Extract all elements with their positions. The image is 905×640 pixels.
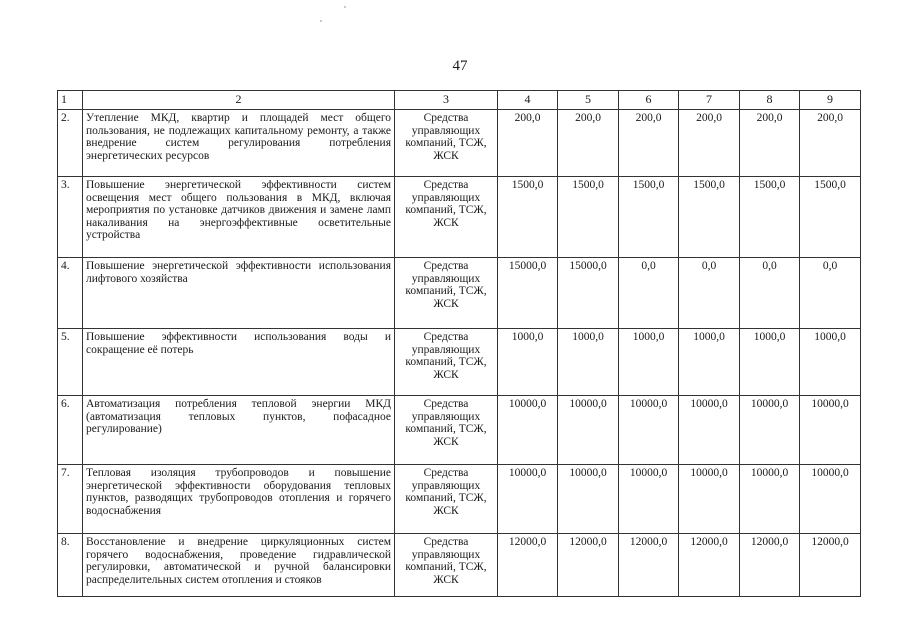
value-cell: 10000,0 <box>740 465 800 534</box>
value-cell: 10000,0 <box>619 396 679 465</box>
table-row <box>58 465 861 534</box>
measure-description: Повышение энергетической эффективности систем освещения мест общего пользования в МКД, включая мероприятия по установке датчиков движения и замене ламп накаливания на энергоэффективные осветительные устройства <box>83 177 395 258</box>
value-cell: 10000,0 <box>558 396 619 465</box>
scan-speck <box>344 6 346 8</box>
table-row <box>58 258 861 329</box>
value-cell: 12000,0 <box>558 534 619 597</box>
value-cell: 10000,0 <box>740 396 800 465</box>
value-cell: 0,0 <box>619 258 679 329</box>
value-cell: 10000,0 <box>619 465 679 534</box>
header-cell: 1 <box>58 91 83 110</box>
value-cell: 10000,0 <box>679 465 740 534</box>
table-row <box>58 534 861 597</box>
value-cell: 200,0 <box>800 110 861 177</box>
funding-source: Средства управляющих компаний, ТСЖ, ЖСК <box>395 258 498 329</box>
value-cell: 10000,0 <box>558 465 619 534</box>
value-cell: 1500,0 <box>679 177 740 258</box>
funding-source: Средства управляющих компаний, ТСЖ, ЖСК <box>395 465 498 534</box>
header-cell: 8 <box>740 91 800 110</box>
value-cell: 10000,0 <box>679 396 740 465</box>
header-cell: 4 <box>498 91 558 110</box>
value-cell: 0,0 <box>800 258 861 329</box>
value-cell: 1500,0 <box>619 177 679 258</box>
value-cell: 0,0 <box>679 258 740 329</box>
table-row <box>58 329 861 396</box>
measure-description: Автоматизация потребления тепловой энергии МКД (автоматизация тепловых пунктов, пофасадное регулирование) <box>83 396 395 465</box>
table-row <box>58 177 861 258</box>
table-header-row <box>58 91 861 110</box>
value-cell: 200,0 <box>619 110 679 177</box>
row-number: 3. <box>58 177 83 258</box>
header-cell: 6 <box>619 91 679 110</box>
measure-description: Тепловая изоляция трубопроводов и повышение энергетической эффективности оборудования тепловых пунктов, разводящих трубопроводов отопления и горячего водоснабжения <box>83 465 395 534</box>
funding-source: Средства управляющих компаний, ТСЖ, ЖСК <box>395 110 498 177</box>
value-cell: 15000,0 <box>498 258 558 329</box>
value-cell: 10000,0 <box>800 396 861 465</box>
value-cell: 1000,0 <box>619 329 679 396</box>
value-cell: 1500,0 <box>800 177 861 258</box>
value-cell: 12000,0 <box>498 534 558 597</box>
value-cell: 1000,0 <box>498 329 558 396</box>
value-cell: 200,0 <box>498 110 558 177</box>
value-cell: 12000,0 <box>800 534 861 597</box>
funding-source: Средства управляющих компаний, ТСЖ, ЖСК <box>395 177 498 258</box>
value-cell: 1000,0 <box>558 329 619 396</box>
value-cell: 12000,0 <box>679 534 740 597</box>
measures-table <box>57 90 861 597</box>
row-number: 2. <box>58 110 83 177</box>
row-number: 4. <box>58 258 83 329</box>
row-number: 6. <box>58 396 83 465</box>
value-cell: 15000,0 <box>558 258 619 329</box>
value-cell: 10000,0 <box>498 465 558 534</box>
row-number: 8. <box>58 534 83 597</box>
value-cell: 0,0 <box>740 258 800 329</box>
header-cell: 7 <box>679 91 740 110</box>
funding-source: Средства управляющих компаний, ТСЖ, ЖСК <box>395 329 498 396</box>
value-cell: 200,0 <box>740 110 800 177</box>
measure-description: Повышение энергетической эффективности использования лифтового хозяйства <box>83 258 395 329</box>
value-cell: 1500,0 <box>498 177 558 258</box>
header-cell: 3 <box>395 91 498 110</box>
measure-description: Восстановление и внедрение циркуляционных систем горячего водоснабжения, проведение гидравлической регулировки, автоматической и ручной балансировки распределительных систем отопления и стояков <box>83 534 395 597</box>
row-number: 5. <box>58 329 83 396</box>
value-cell: 10000,0 <box>498 396 558 465</box>
row-number: 7. <box>58 465 83 534</box>
value-cell: 12000,0 <box>740 534 800 597</box>
value-cell: 12000,0 <box>619 534 679 597</box>
value-cell: 200,0 <box>558 110 619 177</box>
funding-source: Средства управляющих компаний, ТСЖ, ЖСК <box>395 534 498 597</box>
value-cell: 10000,0 <box>800 465 861 534</box>
value-cell: 1000,0 <box>800 329 861 396</box>
header-cell: 2 <box>83 91 395 110</box>
value-cell: 1000,0 <box>679 329 740 396</box>
value-cell: 200,0 <box>679 110 740 177</box>
header-cell: 5 <box>558 91 619 110</box>
funding-source: Средства управляющих компаний, ТСЖ, ЖСК <box>395 396 498 465</box>
value-cell: 1500,0 <box>558 177 619 258</box>
table-row <box>58 396 861 465</box>
measure-description: Повышение эффективности использования воды и сокращение её потерь <box>83 329 395 396</box>
scan-speck <box>320 20 322 22</box>
value-cell: 1000,0 <box>740 329 800 396</box>
measure-description: Утепление МКД, квартир и площадей мест общего пользования, не подлежащих капитальному ремонту, а также внедрение систем регулирования потребления энергетических ресурсов <box>83 110 395 177</box>
value-cell: 1500,0 <box>740 177 800 258</box>
header-cell: 9 <box>800 91 861 110</box>
page-number: 47 <box>452 58 468 74</box>
table-row <box>58 110 861 177</box>
